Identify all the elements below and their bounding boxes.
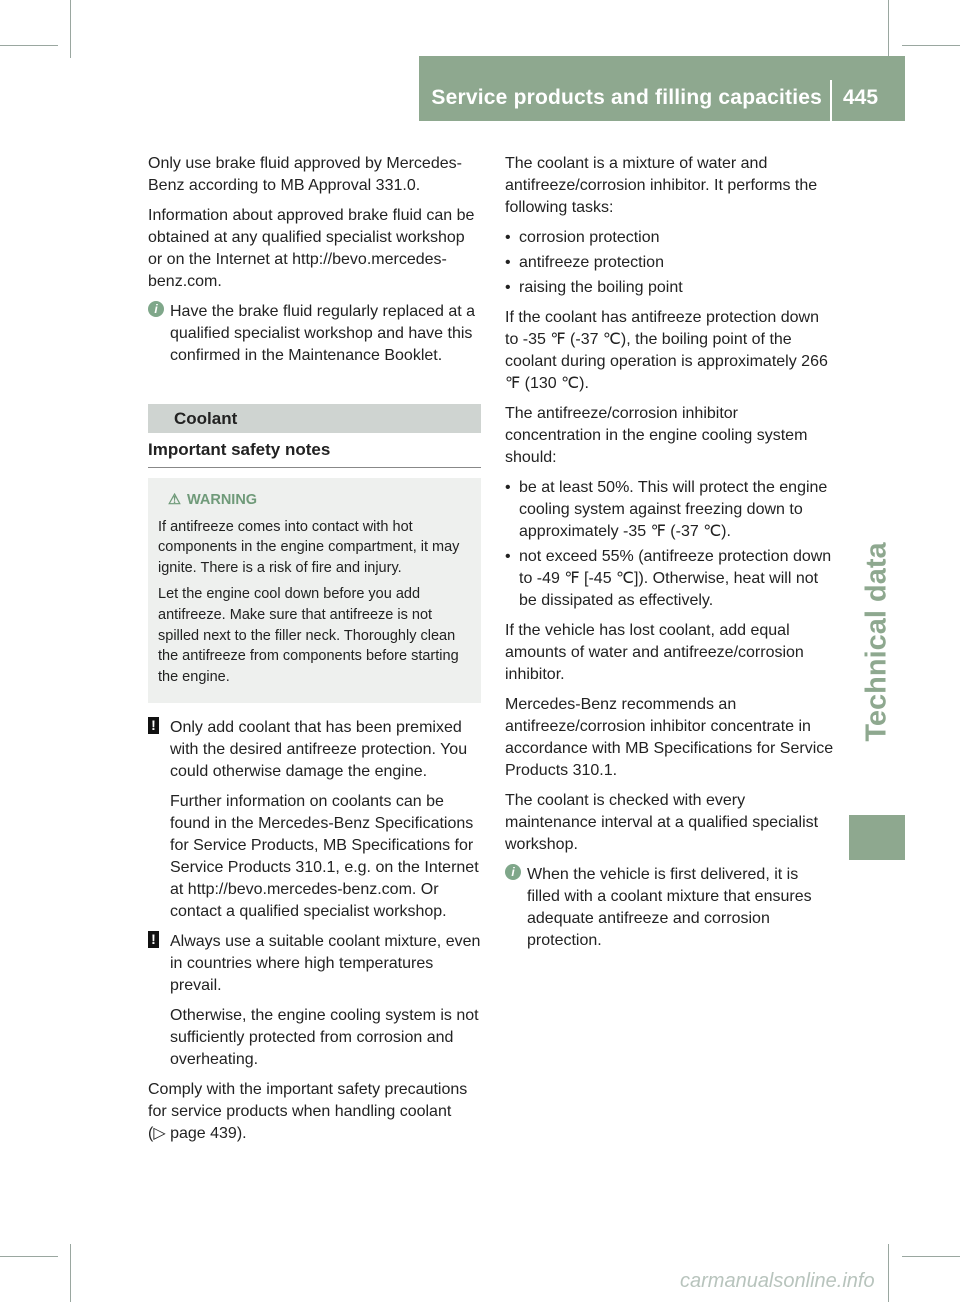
warning-box <box>148 478 481 703</box>
paragraph: Further information on coolants can be found in the Mercedes-Benz Specifications for Service Products, MB Specifications for Service Products 310.1, e.g. on the Internet at http://bevo.mercedes-benz.com. Or contact a qualified specialist workshop. <box>170 793 479 921</box>
section-title: Coolant <box>148 404 481 433</box>
right-column <box>505 153 835 960</box>
exclamation-icon: ! <box>148 717 159 734</box>
header-title: Service products and filling capacities <box>431 86 822 109</box>
bullet-icon: • <box>505 479 511 496</box>
list-item: • corrosion protection <box>505 227 835 249</box>
paragraph: Otherwise, the engine cooling system is not sufficiently protected from corrosion and overheating. <box>170 1007 479 1069</box>
caution-note: ! Always use a suitable coolant mixture, even in countries where high temperatures prevail. <box>148 931 481 997</box>
watermark: carmanualsonline.info <box>680 1270 875 1292</box>
crop-mark <box>70 0 71 58</box>
bullet-icon: • <box>505 254 511 271</box>
crop-mark <box>0 1256 58 1257</box>
exclamation-icon: ! <box>148 931 159 948</box>
paragraph: Only use brake fluid approved by Mercedes-Benz according to MB Approval 331.0. <box>148 155 462 194</box>
warning-heading: ⚠ WARNING <box>158 490 471 511</box>
bullet-icon: • <box>505 229 511 246</box>
header-separator <box>830 80 832 121</box>
list-item: • antifreeze protection <box>505 252 835 274</box>
info-note: i Have the brake fluid regularly replaced at a qualified specialist workshop and have this confirmed in the Maintenance Booklet. <box>148 301 481 367</box>
crop-mark <box>888 1244 889 1302</box>
paragraph: The coolant is a mixture of water and antifreeze/corrosion inhibitor. It performs the following tasks: <box>505 155 818 216</box>
bullet-icon: • <box>505 279 511 296</box>
paragraph: Mercedes-Benz recommends an antifreeze/corrosion inhibitor concentrate in accordance with MB Specifications for Service Products 310.1. <box>505 696 834 779</box>
side-tab <box>849 480 905 805</box>
paragraph: Comply with the important safety precautions for service products when handling coolant (▷ page 439). <box>148 1081 468 1143</box>
list-item: • be at least 50%. This will protect the engine cooling system against freezing down to approximately -35 ℉ (-37 ℃). <box>505 479 828 540</box>
crop-mark <box>0 45 58 46</box>
list-item: • not exceed 55% (antifreeze protection down to -49 ℉ [-45 ℃]). Otherwise, heat will not be dissipated as effectively. <box>505 548 832 609</box>
info-note: i When the vehicle is first delivered, it is filled with a coolant mixture that ensures adequate antifreeze and corrosion protection. <box>505 864 835 952</box>
left-column <box>148 153 481 1153</box>
page-reference-link[interactable]: (▷ page 439). <box>148 1125 247 1143</box>
paragraph: If the coolant has antifreeze protection down to -35 ℉ (-37 ℃), the boiling point of the coolant during operation is approximately 266 ℉ (130 ℃). <box>505 309 828 392</box>
warning-text: If antifreeze comes into contact with hot components in the engine compartment, it may ignite. There is a risk of fire and injury. <box>158 518 460 576</box>
info-icon: i <box>505 864 521 880</box>
crop-mark <box>888 0 889 58</box>
warning-text: Let the engine cool down before you add antifreeze. Make sure that antifreeze is not spilled next to the filler neck. Thoroughly clean the antifreeze from components before starting the engine. <box>158 586 459 685</box>
warning-triangle-icon: ⚠ <box>168 492 181 508</box>
bullet-icon: • <box>505 548 511 565</box>
crop-mark <box>902 1256 960 1257</box>
paragraph: Information about approved brake fluid can be obtained at any qualified specialist workshop or on the Internet at http://bevo.mercedes-benz.com. <box>148 207 475 290</box>
subsection-title: Important safety notes <box>148 439 481 468</box>
info-icon: i <box>148 301 164 317</box>
page-number: 445 <box>843 86 879 109</box>
side-tab-label: Technical data <box>860 542 893 742</box>
paragraph: If the vehicle has lost coolant, add equal amounts of water and antifreeze/corrosion inhibitor. <box>505 622 804 683</box>
paragraph: The coolant is checked with every maintenance interval at a qualified specialist workshop. <box>505 792 819 853</box>
crop-mark <box>70 1244 71 1302</box>
paragraph: The antifreeze/corrosion inhibitor concentration in the engine cooling system should: <box>505 405 808 466</box>
side-tab-marker <box>849 815 905 860</box>
caution-note: ! Only add coolant that has been premixed with the desired antifreeze protection. You could otherwise damage the engine. <box>148 717 481 783</box>
crop-mark <box>902 45 960 46</box>
list-item: • raising the boiling point <box>505 277 835 299</box>
